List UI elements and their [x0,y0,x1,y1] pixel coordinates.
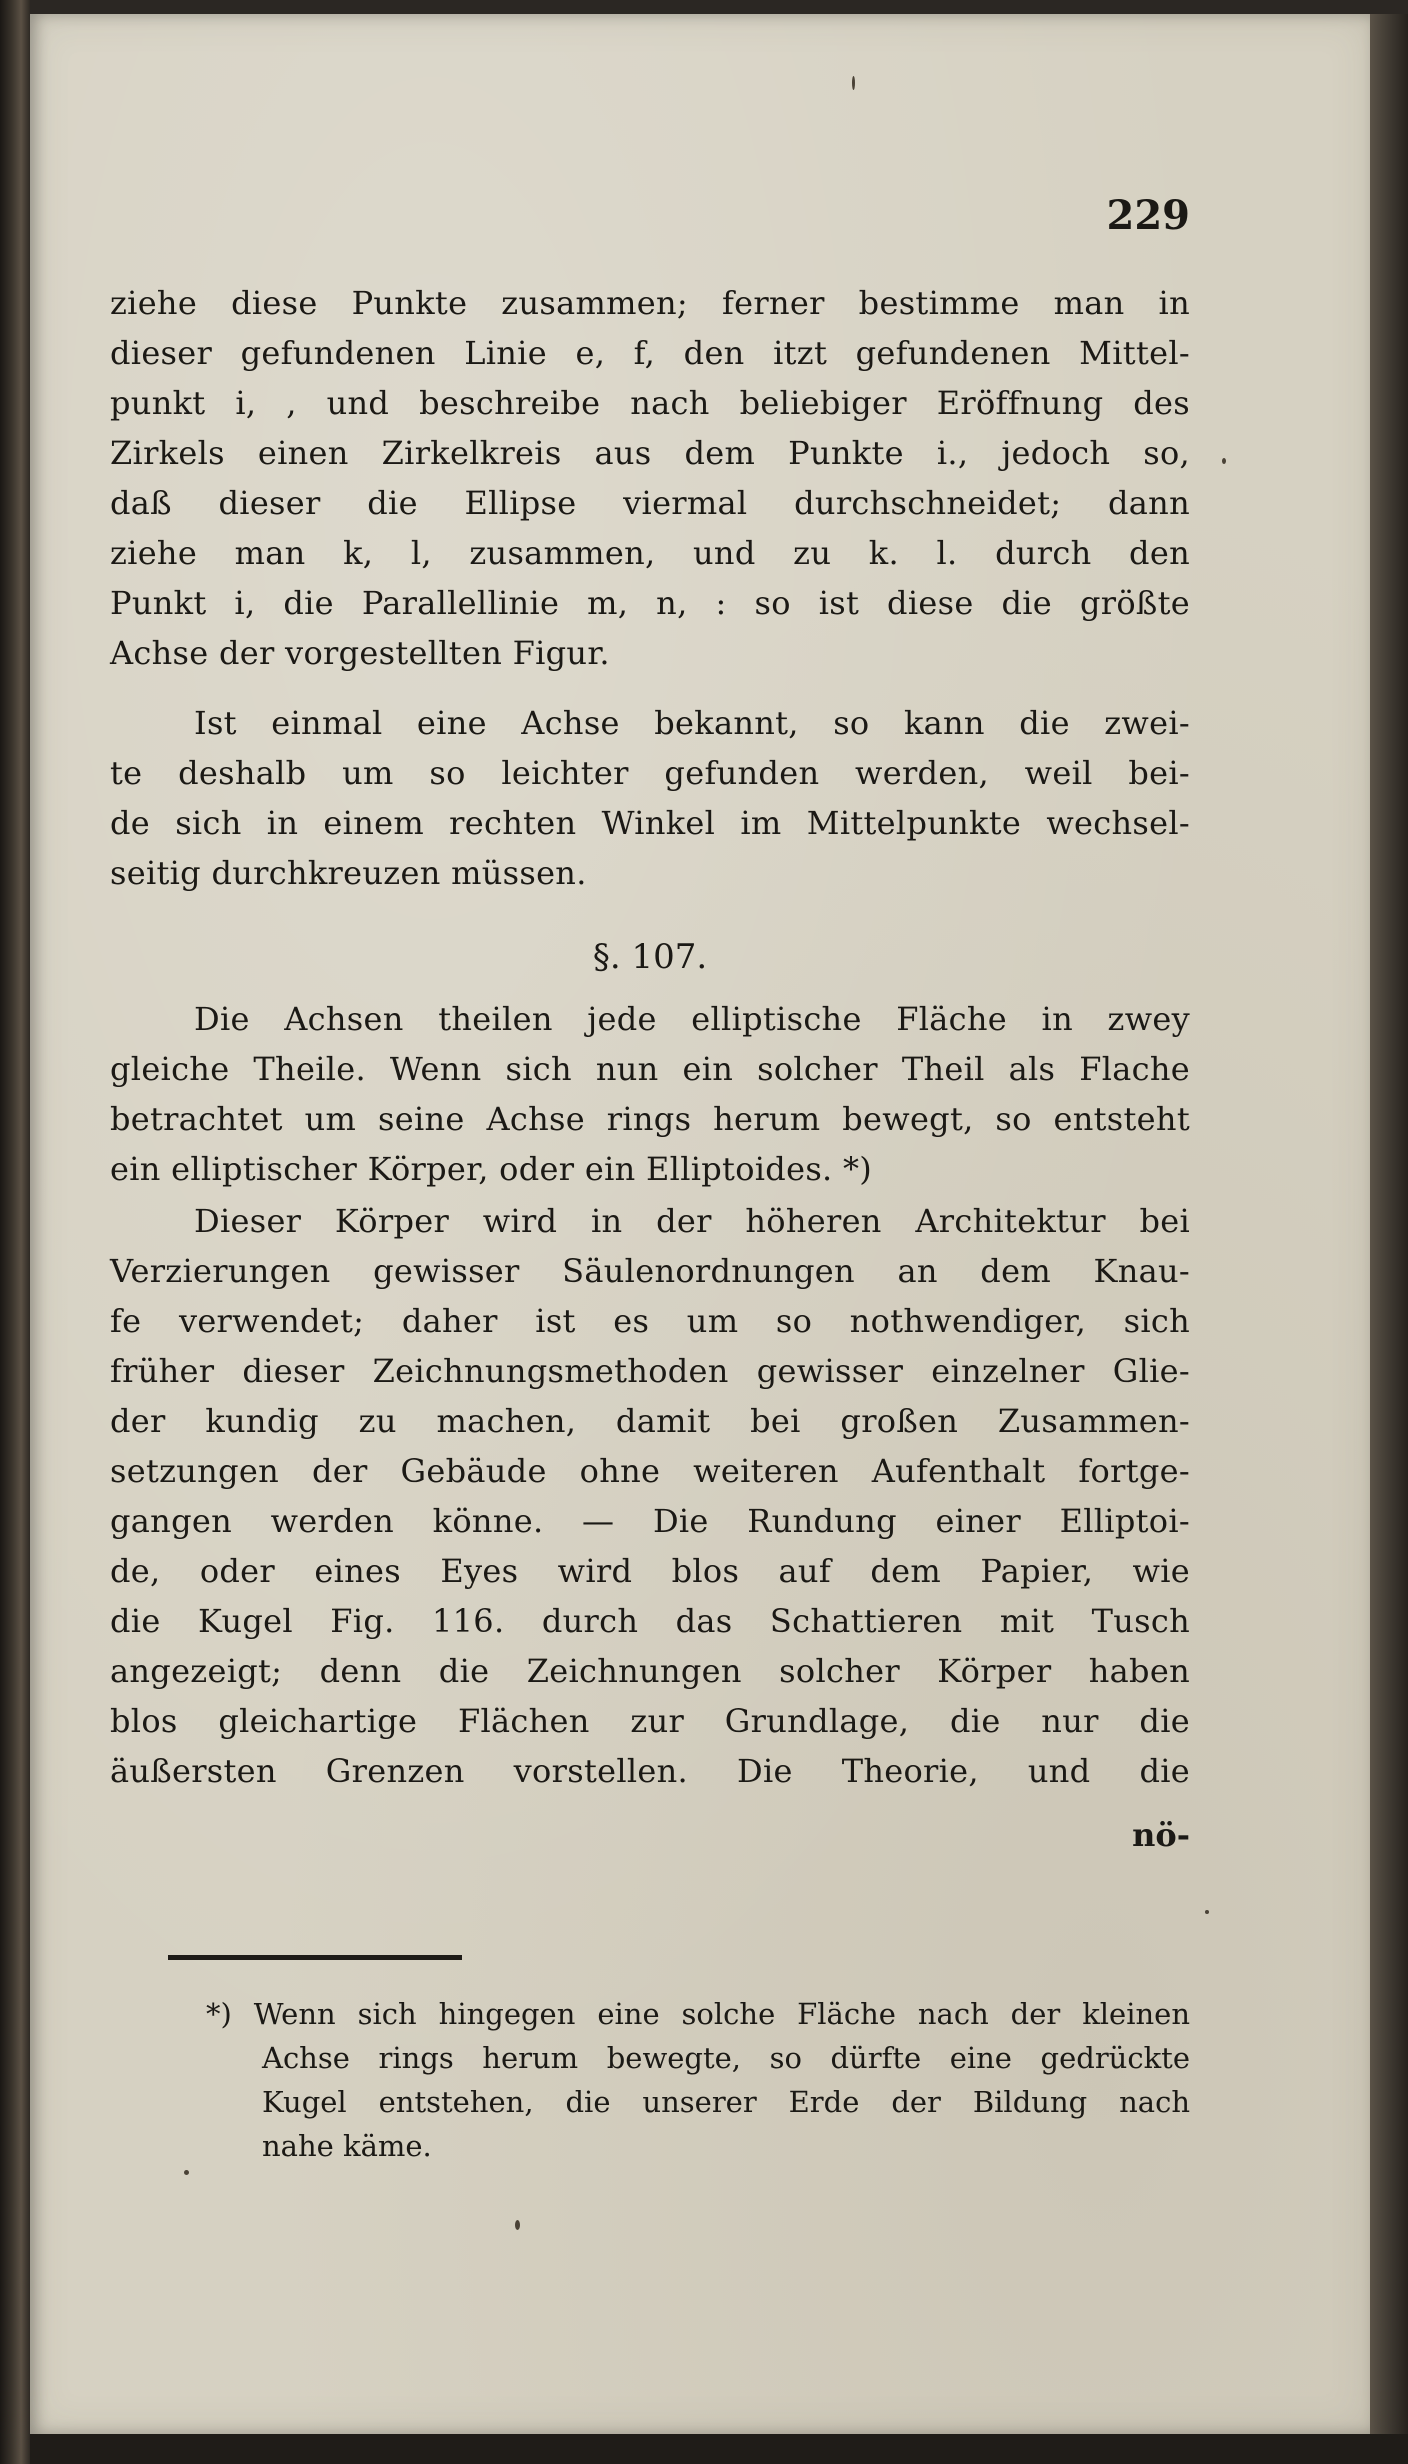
text-line: fe verwendet; daher ist es um so nothwendiger, sich [110,1302,1190,1340]
text-line: de sich in einem rechten Winkel im Mittelpunkte wechsel- [110,804,1190,842]
paper-speck [1205,1910,1209,1914]
paper-speck [184,2170,189,2175]
scan-bottom-edge [30,2434,1408,2464]
text-line: dieser gefundenen Linie e, f, den itzt gefundenen Mittel- [110,334,1190,372]
text-line: Dieser Körper wird in der höheren Architektur bei [194,1202,1190,1240]
text-line: Ist einmal eine Achse bekannt, so kann die zwei- [194,704,1190,742]
text-line: ein elliptischer Körper, oder ein Elliptoides. *) [110,1150,873,1188]
footnote-rule [168,1955,462,1960]
paragraph-second-axis [110,698,1190,898]
text-line: gangen werden könne. — Die Rundung einer Elliptoi- [110,1502,1190,1540]
text-line: ziehe diese Punkte zusammen; ferner bestimme man in [110,284,1190,322]
text-line: Zirkels einen Zirkelkreis aus dem Punkte i., jedoch so, [110,434,1190,472]
text-line: Achse der vorgestellten Figur. [110,634,610,672]
text-line: daß dieser die Ellipse viermal durchschneidet; dann [110,484,1190,522]
text-line: äußersten Grenzen vorstellen. Die Theorie, und die [110,1752,1190,1790]
text-line: der kundig zu machen, damit bei großen Zusammen- [110,1402,1190,1440]
paragraph-axes-division [110,994,1190,1194]
footnote-line: *) Wenn sich hingegen eine solche Fläche nach der kleinen [206,1997,1190,2031]
paper-speck [515,2220,520,2230]
paper-speck [852,76,855,90]
paragraph-elliptoid-use [110,1196,1190,1796]
book-binding-edge [0,0,30,2464]
text-line: Verzierungen gewisser Säulenordnungen an dem Knau- [110,1252,1190,1290]
text-line: seitig durchkreuzen müssen. [110,854,587,892]
text-line: betrachtet um seine Achse rings herum bewegt, so entsteht [110,1100,1190,1138]
paragraph-construction [110,278,1190,678]
catchword: nö- [1132,1816,1190,1854]
footnote [206,1992,1190,2168]
text-line: de, oder eines Eyes wird blos auf dem Papier, wie [110,1552,1190,1590]
section-heading: §. 107. [592,937,708,977]
text-line: setzungen der Gebäude ohne weiteren Aufenthalt fortge- [110,1452,1190,1490]
text-line: punkt i, , und beschreibe nach beliebiger Eröffnung des [110,384,1190,422]
text-line: gleiche Theile. Wenn sich nun ein solcher Theil als Flache [110,1050,1190,1088]
page-stack-edge [1370,14,1408,2434]
text-line: angezeigt; denn die Zeichnungen solcher Körper haben [110,1652,1190,1690]
footnote-line: nahe käme. [262,2129,432,2163]
text-line: ziehe man k, l, zusammen, und zu k. l. durch den [110,534,1190,572]
page-number: 229 [1106,192,1190,239]
text-line: die Kugel Fig. 116. durch das Schattieren mit Tusch [110,1602,1190,1640]
footnote-line: Kugel entstehen, die unserer Erde der Bildung nach [262,2085,1190,2119]
text-line: früher dieser Zeichnungsmethoden gewisser einzelner Glie- [110,1352,1190,1390]
footnote-line: Achse rings herum bewegte, so dürfte eine gedrückte [262,2041,1190,2075]
text-line: Die Achsen theilen jede elliptische Fläche in zwey [194,1000,1190,1038]
text-line: te deshalb um so leichter gefunden werden, weil bei- [110,754,1190,792]
paper-speck [1222,458,1226,464]
text-line: Punkt i, die Parallellinie m, n, : so ist diese die größte [110,584,1190,622]
text-line: blos gleichartige Flächen zur Grundlage, die nur die [110,1702,1190,1740]
